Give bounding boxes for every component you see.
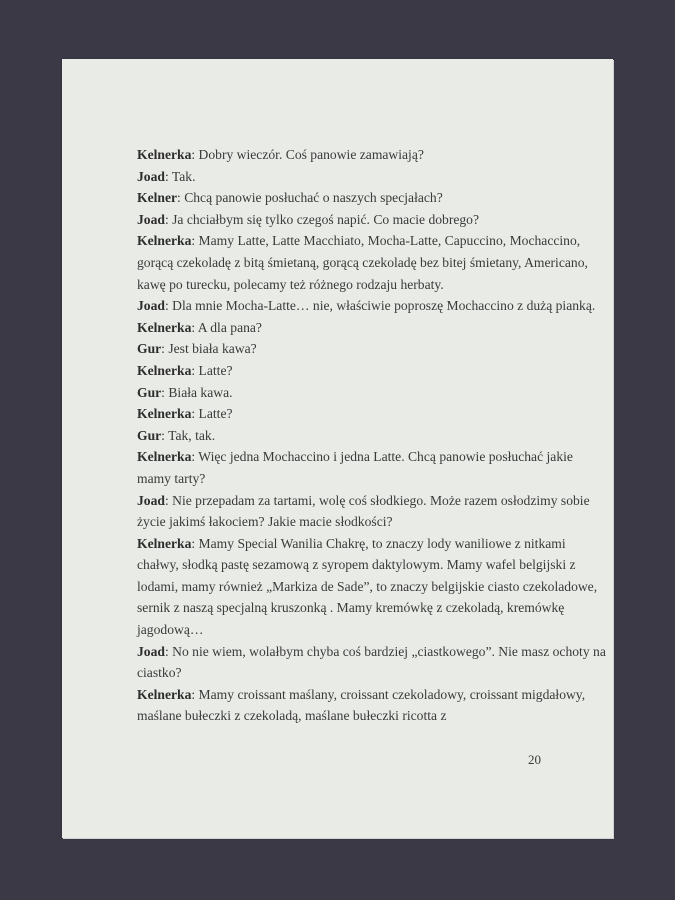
dialogue-line <box>137 166 607 188</box>
dialogue-line <box>137 425 607 447</box>
speaker-name: Gur <box>137 427 162 443</box>
line-text: : Mamy croissant maślany, croissant czekoladowy, croissant migdałowy, maślane bułeczki z czekoladą, maślane bułeczki ricotta z <box>137 686 586 724</box>
speaker-name: Joad <box>137 643 165 659</box>
line-text: : Biała kawa. <box>161 384 233 400</box>
speaker-name: Kelnerka <box>137 233 192 249</box>
speaker-name: Kelnerka <box>137 686 192 702</box>
page-number: 20 <box>528 752 541 767</box>
line-text: : Więc jedna Mochaccino i jedna Latte. Chcą panowie posłuchać jakie mamy tarty? <box>137 449 573 486</box>
dialogue-line <box>137 187 607 209</box>
speaker-name: Kelnerka <box>137 319 192 335</box>
speaker-name: Kelnerka <box>137 406 192 422</box>
dialogue-line <box>137 209 607 231</box>
dialogue-line <box>137 533 607 641</box>
speaker-name: Gur <box>137 341 162 357</box>
document-page <box>62 59 613 838</box>
dialogue-line <box>137 317 607 339</box>
speaker-name: Joad <box>137 168 165 184</box>
line-text: : Latte? <box>191 362 233 378</box>
dialogue-line <box>137 403 607 425</box>
dialogue-line <box>137 382 607 404</box>
speaker-name: Kelnerka <box>137 449 192 465</box>
line-text: : No nie wiem, wolałbym chyba coś bardziej „ciastkowego”. Nie masz ochoty na ciastko? <box>137 643 606 681</box>
line-text: : Mamy Latte, Latte Macchiato, Mocha-Latte, Capuccino, Mochaccino, gorącą czekoladę z bitą śmietaną, gorącą czekoladę bez bitej śmietany, Americano, kawę po turecku, polecamy też różnego rodzaju herbaty. <box>137 233 588 292</box>
line-text: : Latte? <box>191 406 233 422</box>
line-text: : Tak, tak. <box>161 427 216 443</box>
line-text: : Chcą panowie posłuchać o naszych specjałach? <box>177 190 443 206</box>
speaker-name: Joad <box>137 298 165 314</box>
speaker-name: Kelnerka <box>137 535 192 551</box>
dialogue-line <box>137 360 607 382</box>
dialogue-line <box>137 490 607 533</box>
dialogue-text <box>137 144 607 727</box>
speaker-name: Joad <box>137 492 165 508</box>
speaker-name: Kelnerka <box>137 362 192 378</box>
dialogue-line <box>137 684 607 727</box>
dialogue-line <box>137 641 607 684</box>
dialogue-line <box>137 295 607 317</box>
speaker-name: Kelnerka <box>137 147 192 162</box>
dialogue-line <box>137 338 607 360</box>
line-text: : Dobry wieczór. Coś panowie zamawiają? <box>191 147 424 162</box>
line-text: : Jest biała kawa? <box>161 341 257 357</box>
speaker-name: Gur <box>137 384 162 400</box>
line-text: : A dla pana? <box>191 319 262 335</box>
line-text: : Nie przepadam za tartami, wolę coś słodkiego. Może razem osłodzimy sobie życie jakimś łakociem? Jakie macie słodkości? <box>137 492 590 530</box>
dialogue-line <box>137 230 607 295</box>
line-text: : Tak. <box>164 168 196 184</box>
line-text: : Dla mnie Mocha-Latte… nie, właściwie poproszę Mochaccino z dużą pianką. <box>164 298 596 314</box>
dialogue-line <box>137 446 607 489</box>
line-text: : Ja chciałbym się tylko czegoś napić. Co macie dobrego? <box>164 211 480 227</box>
dialogue-line <box>137 144 607 166</box>
speaker-name: Joad <box>137 211 165 227</box>
line-text: : Mamy Special Wanilia Chakrę, to znaczy lody waniliowe z nitkami chałwy, słodką pastę sezamową z syropem daktylowym. Mamy wafel belgijski z lodami, mamy również „Markiza de Sade”, to znaczy belgijskie ciasto czekoladowe, sernik z naszą specjalną kruszonką . Mamy kremówkę z czekoladą, kremówkę jagodową… <box>137 535 598 638</box>
speaker-name: Kelner <box>137 190 178 206</box>
